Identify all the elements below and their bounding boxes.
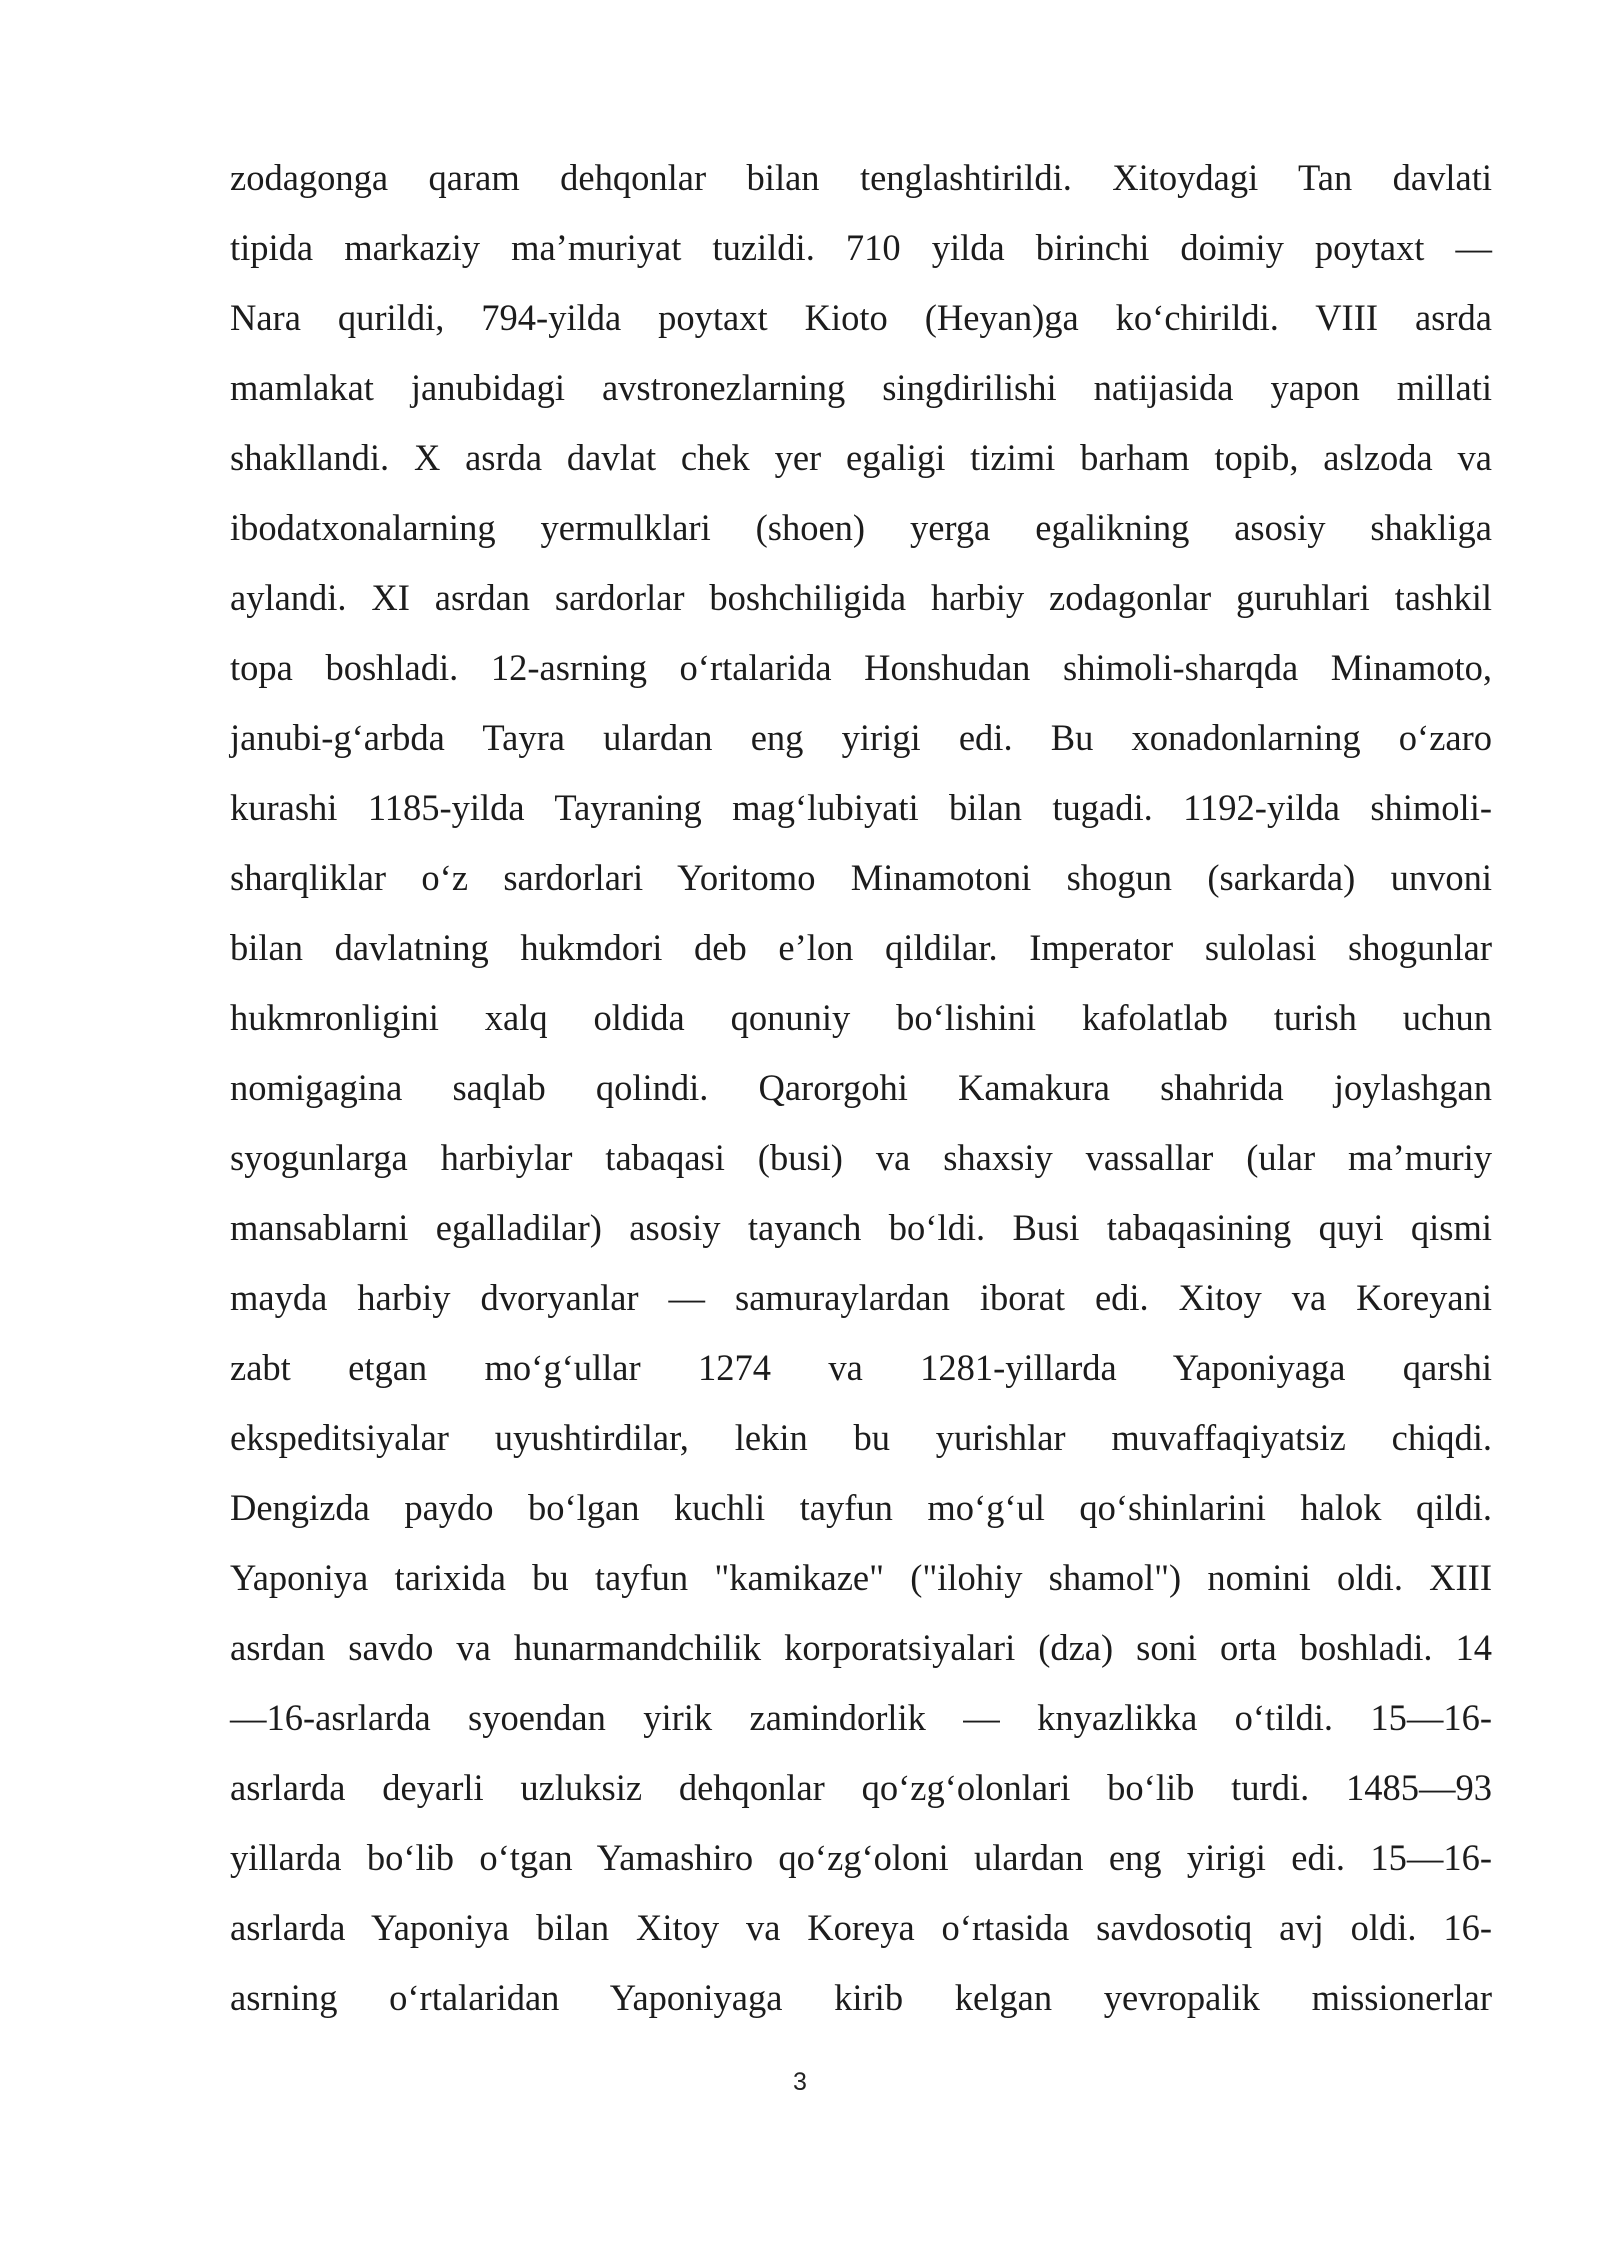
text-line: nomigagina saqlab qolindi. Qarorgohi Kamakura shahrida joylashgan [230,1067,1492,1108]
text-line: zodagonga qaram dehqonlar bilan tenglashtirildi. Xitoydagi Tan davlati [230,157,1492,198]
text-line: janubi-g‘arbda Tayra ulardan eng yirigi edi. Bu xonadonlarning o‘zaro [230,717,1492,758]
text-line: sharqliklar o‘z sardorlari Yoritomo Minamotoni shogun (sarkarda) unvoni [230,857,1492,898]
text-line: zabt etgan mo‘g‘ullar 1274 va 1281-yillarda Yaponiyaga qarshi [230,1347,1492,1388]
text-line: mamlakat janubidagi avstronezlarning singdirilishi natijasida yapon millati [230,367,1492,408]
text-line: yillarda bo‘lib o‘tgan Yamashiro qo‘zg‘oloni ulardan eng yirigi edi. 15—16- [230,1837,1492,1878]
text-line: Nara qurildi, 794-yilda poytaxt Kioto (Heyan)ga ko‘chirildi. VIII asrda [230,297,1492,338]
text-line: ekspeditsiyalar uyushtirdilar, lekin bu yurishlar muvaffaqiyatsiz chiqdi. [230,1417,1492,1458]
page-number: 3 [793,2068,807,2096]
text-line: tipida markaziy ma’muriyat tuzildi. 710 yilda birinchi doimiy poytaxt — [230,227,1492,268]
text-line: asrning o‘rtalaridan Yaponiyaga kirib kelgan yevropalik missionerlar [230,1977,1492,2018]
body-paragraph [230,150,1492,2040]
text-line: bilan davlatning hukmdori deb e’lon qildilar. Imperator sulolasi shogunlar [230,927,1492,968]
text-line: Dengizda paydo bo‘lgan kuchli tayfun mo‘g‘ul qo‘shinlarini halok qildi. [230,1487,1492,1528]
text-line: asrdan savdo va hunarmandchilik korporatsiyalari (dza) soni orta boshladi. 14 [230,1627,1492,1668]
text-line: ibodatxonalarning yermulklari (shoen) yerga egalikning asosiy shakliga [230,507,1492,548]
text-line: asrlarda deyarli uzluksiz dehqonlar qo‘zg‘olonlari bo‘lib turdi. 1485—93 [230,1767,1492,1808]
text-line: mayda harbiy dvoryanlar — samuraylardan iborat edi. Xitoy va Koreyani [230,1277,1492,1318]
text-line: syogunlarga harbiylar tabaqasi (busi) va shaxsiy vassallar (ular ma’muriy [230,1137,1492,1178]
text-line: Yaponiya tarixida bu tayfun "kamikaze" ("ilohiy shamol") nomini oldi. XIII [230,1557,1492,1598]
text-line: topa boshladi. 12-asrning o‘rtalarida Honshudan shimoli-sharqda Minamoto, [230,647,1492,688]
text-line: —16-asrlarda syoendan yirik zamindorlik — knyazlikka o‘tildi. 15—16- [230,1697,1492,1738]
text-line: hukmronligini xalq oldida qonuniy bo‘lishini kafolatlab turish uchun [230,997,1492,1038]
text-line: shakllandi. X asrda davlat chek yer egaligi tizimi barham topib, aslzoda va [230,437,1492,478]
text-line: kurashi 1185-yilda Tayraning mag‘lubiyati bilan tugadi. 1192-yilda shimoli- [230,787,1492,828]
text-line: asrlarda Yaponiya bilan Xitoy va Koreya o‘rtasida savdosotiq avj oldi. 16- [230,1907,1492,1948]
text-line: aylandi. XI asrdan sardorlar boshchiligida harbiy zodagonlar guruhlari tashkil [230,577,1492,618]
text-line: mansablarni egalladilar) asosiy tayanch bo‘ldi. Busi tabaqasining quyi qismi [230,1207,1492,1248]
